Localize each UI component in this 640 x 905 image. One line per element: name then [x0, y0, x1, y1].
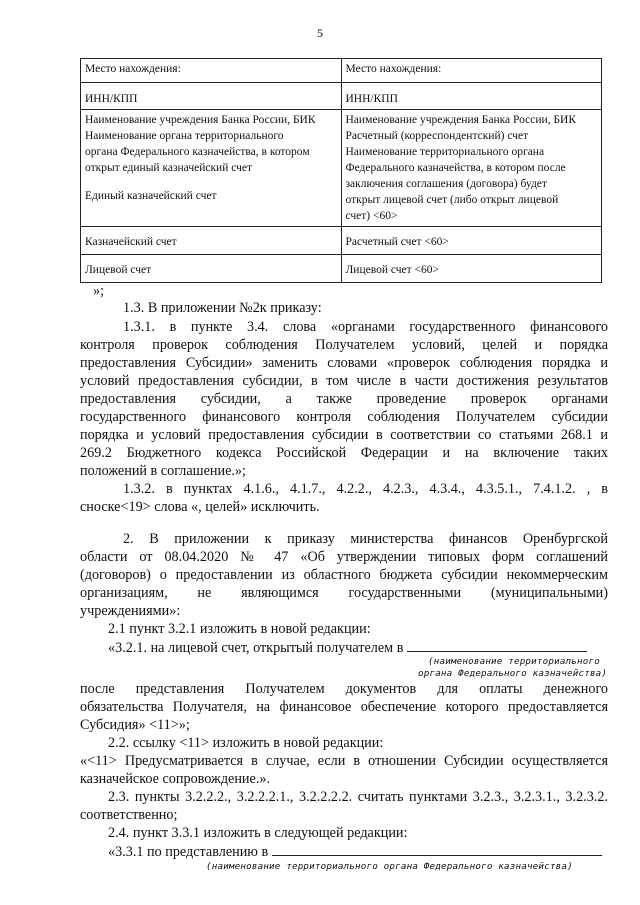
- paragraph-line: 1.3.1. в пункте 3.4. слова «органами государственного финансового: [123, 319, 608, 335]
- cell-text: Расчетный (корреспондентский) счет: [345, 130, 529, 142]
- table-cell: [341, 110, 602, 227]
- paragraph-line: обязательства Получателя, на финансовое обеспечение которого предоставляется: [80, 699, 608, 715]
- table-cell: [81, 83, 342, 110]
- paragraph-line: после представления Получателем документов для оплаты денежного: [80, 681, 608, 697]
- table-cell: [341, 83, 602, 110]
- cell-text: Расчетный счет <60>: [345, 236, 449, 248]
- paragraph-heading: 2.2. ссылку <11> изложить в новой редакции:: [108, 735, 384, 751]
- cell-text: счет) <60>: [345, 210, 398, 222]
- paragraph-line: организациям, не являющимся государственными (муниципальными): [80, 585, 608, 601]
- paragraph-line: (договоров) о предоставлении из областного бюджета субсидии некоммерческим: [80, 567, 608, 583]
- cell-text: Лицевой счет: [85, 264, 152, 276]
- page-number: 5: [317, 26, 323, 40]
- table-cell: [81, 110, 342, 227]
- quote-line: [108, 841, 602, 862]
- cell-text: ИНН/КПП: [85, 93, 138, 105]
- cell-text: открыт единый казначейский счет: [85, 162, 253, 174]
- paragraph-line: казначейское сопровождение.».: [80, 771, 271, 787]
- field-caption: (наименование территориального органа Федерального казначейства): [206, 861, 573, 872]
- table-cell: [81, 227, 342, 255]
- paragraph-line: предоставления субсидии, а также проведение проверок органами: [80, 391, 608, 407]
- paragraph-line: контроля проверок соблюдения Получателем условий, целей и порядка: [80, 337, 608, 353]
- paragraph-line: «<11> Предусматривается в случае, если в отношении Субсидии осуществляется: [80, 753, 608, 769]
- paragraph-heading: 1.3. В приложении №2к приказу:: [123, 300, 322, 316]
- paragraph-line: учреждениями»:: [80, 603, 181, 619]
- paragraph-line: 2. В приложении к приказу министерства финансов Оренбургской: [123, 531, 608, 547]
- cell-text: органа Федерального казначейства, в котором: [85, 146, 310, 158]
- paragraph-line: сноске<19> слова «, целей» исключить.: [80, 499, 320, 515]
- quote-line: [108, 637, 587, 658]
- paragraph-line: государственного финансового контроля соблюдения Получателем субсидии: [80, 409, 608, 425]
- paragraph-line: положений в соглашение.»;: [80, 463, 246, 479]
- field-caption: (наименование территориального: [428, 656, 600, 667]
- paragraph-line: 1.3.2. в пунктах 4.1.6., 4.1.7., 4.2.2., 4.2.3., 4.3.4., 4.3.5.1., 7.4.1.2. , в: [123, 481, 608, 497]
- table-cell: [341, 255, 602, 283]
- paragraph-line: условий предоставления субсидии, в том числе в части достижения результатов: [80, 373, 608, 389]
- table-row: [81, 227, 602, 255]
- fill-in-line: [407, 637, 587, 652]
- table-row: [81, 83, 602, 110]
- paragraph-line: Субсидия» <11>»;: [80, 717, 190, 733]
- paragraph-line: порядка и условий предоставления субсидии в соответствии со статьями 268.1 и: [80, 427, 608, 443]
- quote-text: «3.3.1 по представлению в: [108, 844, 269, 860]
- table-cell: [341, 227, 602, 255]
- cell-text: Федерального казначейства, в котором после: [345, 162, 566, 174]
- field-caption: органа Федерального казначейства): [418, 668, 608, 679]
- paragraph-heading: 2.1 пункт 3.2.1 изложить в новой редакции:: [108, 621, 371, 637]
- table-cell: [81, 255, 342, 283]
- table-row: [81, 255, 602, 283]
- paragraph-line: области от 08.04.2020 № 47 «Об утверждении типовых форм соглашений: [80, 549, 608, 565]
- paragraph-heading: 2.4. пункт 3.3.1 изложить в следующей редакции:: [108, 825, 408, 841]
- paragraph-line: 269.2 Бюджетного кодекса Российской Федерации и на включение таких: [80, 445, 608, 461]
- paragraph-line: соответственно;: [80, 807, 178, 823]
- cell-text: Место нахождения:: [85, 63, 181, 75]
- cell-text: заключения соглашения (договора) будет: [345, 178, 547, 190]
- fill-in-line: [272, 841, 602, 856]
- cell-text: Наименование органа территориального: [85, 130, 284, 142]
- cell-text: открыт лицевой счет (либо открыт лицевой: [345, 194, 559, 206]
- paragraph-line: предоставления Субсидии» заменить словами «проверок соблюдения порядка и: [80, 355, 608, 371]
- cell-text: Единый казначейский счет: [85, 190, 217, 202]
- cell-text: Наименование учреждения Банка России, БИК: [345, 114, 577, 126]
- cell-text: Казначейский счет: [85, 236, 177, 248]
- cell-text: Лицевой счет <60>: [345, 264, 439, 276]
- close-quote: »;: [93, 283, 105, 299]
- paragraph-line: 2.3. пункты 3.2.2.2., 3.2.2.2.1., 3.2.2.2.2. считать пунктами 3.2.3., 3.2.3.1., 3.2.3.2.: [108, 789, 608, 805]
- cell-text: ИНН/КПП: [345, 93, 398, 105]
- requisites-table: [80, 58, 602, 283]
- table-row: [81, 59, 602, 83]
- cell-text: Место нахождения:: [345, 63, 442, 75]
- table-cell: [81, 59, 342, 83]
- table-cell: [341, 59, 602, 83]
- cell-text: Наименование учреждения Банка России, БИК: [85, 114, 316, 126]
- cell-text: Наименование территориального органа: [345, 146, 545, 158]
- table-row: [81, 110, 602, 227]
- quote-text: «3.2.1. на лицевой счет, открытый получателем в: [108, 640, 404, 656]
